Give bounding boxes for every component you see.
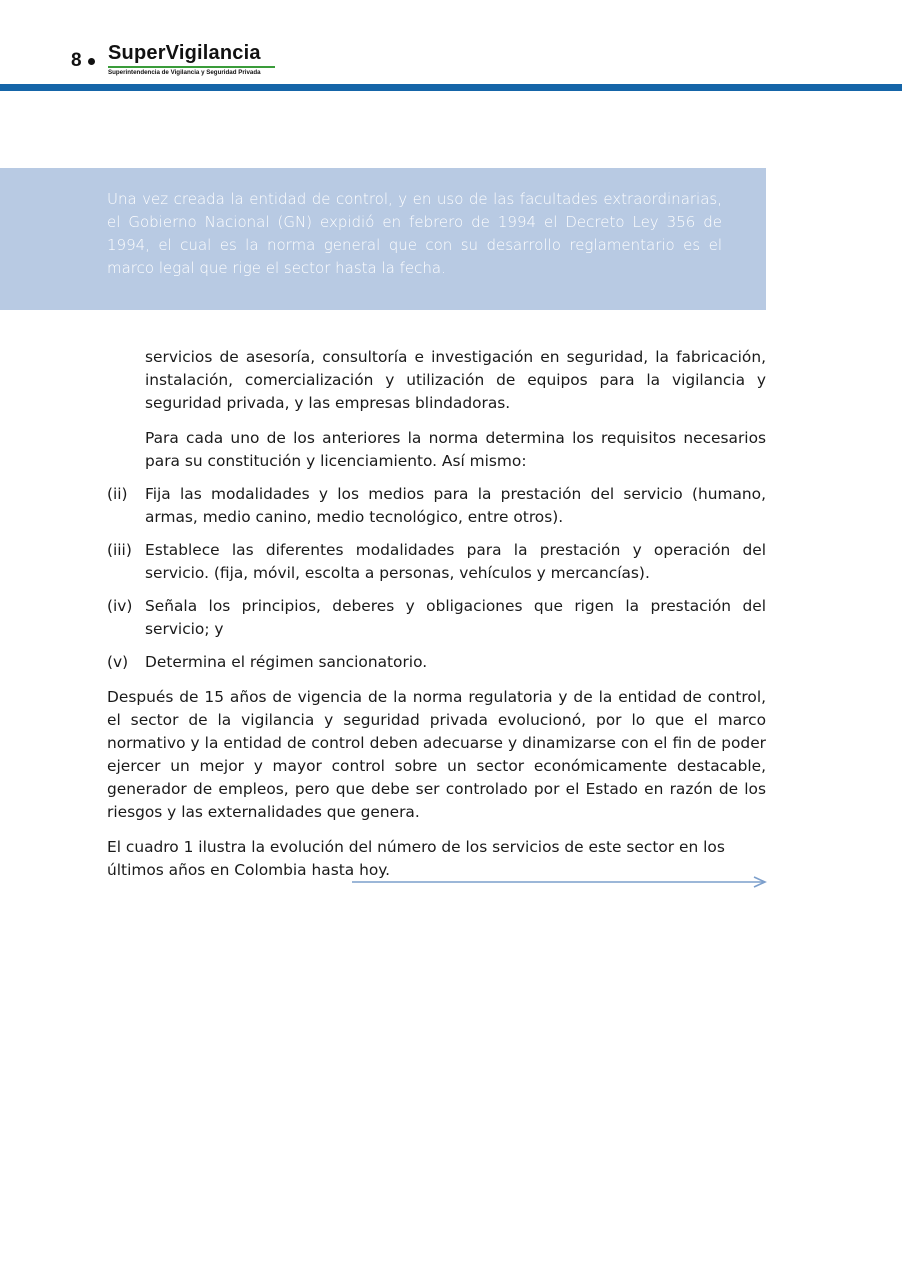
bullet-dot-icon [88,58,95,65]
paragraph-evolution: Después de 15 años de vigencia de la norma regulatoria y de la entidad de control, el sector de la vigilancia y seguridad privada evolucionó, por lo que el marco normativo y la entidad de control deben adecuarse y dinamizarse con el fin de poder ejercer un mejor y mayor control sobre un sector económicamente destacable, generador de empleos, pero que debe ser controlado por el Estado en razón de los riesgos y las externalidades que genera. [107,688,766,821]
logo-title: SuperVigilancia [108,42,261,64]
paragraph-requirements: Para cada uno de los anteriores la norma determina los requisitos necesarios para su constitución y licenciamiento. Así mismo: [145,429,766,470]
list-item-text: Señala los principios, deberes y obligaciones que rigen la prestación del servicio; y [145,597,766,638]
list-marker: (ii) [107,485,128,503]
paragraph-cuadro: El cuadro 1 ilustra la evolución del número de los servicios de este sector en los últimos años en Colombia hasta hoy. [107,838,725,879]
list-item [107,595,766,641]
list-marker: (v) [107,653,129,671]
list-item [107,651,766,674]
page-number: 8 [71,50,82,71]
list-item-text: Determina el régimen sancionatorio. [145,653,428,671]
list-item-text: Establece las diferentes modalidades para la prestación y operación del servicio. (fija, móvil, escolta a personas, vehículos y mercancías). [145,541,766,582]
page-header [0,0,902,95]
list-marker: (iii) [107,541,132,559]
callout-text: Una vez creada la entidad de control, y en uso de las facultades extraordinarias, el Gobierno Nacional (GN) expidió en febrero de 1994 el Decreto Ley 356 de 1994, el cual es la norma general que con su desarrollo reglamentario es el marco legal que rige el sector hasta la fecha. [107,190,722,277]
arrow-right-icon [352,876,768,888]
paragraph-continuation: servicios de asesoría, consultoría e investigación en seguridad, la fabricación, instalación, comercialización y utilización de equipos para la vigilancia y seguridad privada, y las empresas blindadoras. [145,348,766,412]
list-item-text: Fija las modalidades y los medios para la prestación del servicio (humano, armas, medio canino, medio tecnológico, entre otros). [145,485,766,526]
list-item [107,539,766,585]
list-item [107,483,766,529]
logo-underline [108,66,275,68]
list-marker: (iv) [107,597,133,615]
body-text [107,346,766,882]
logo-subtitle: Superintendencia de Vigilancia y Seguridad Privada [108,69,261,76]
supervigilancia-logo [108,42,275,76]
header-blue-band [0,84,902,91]
